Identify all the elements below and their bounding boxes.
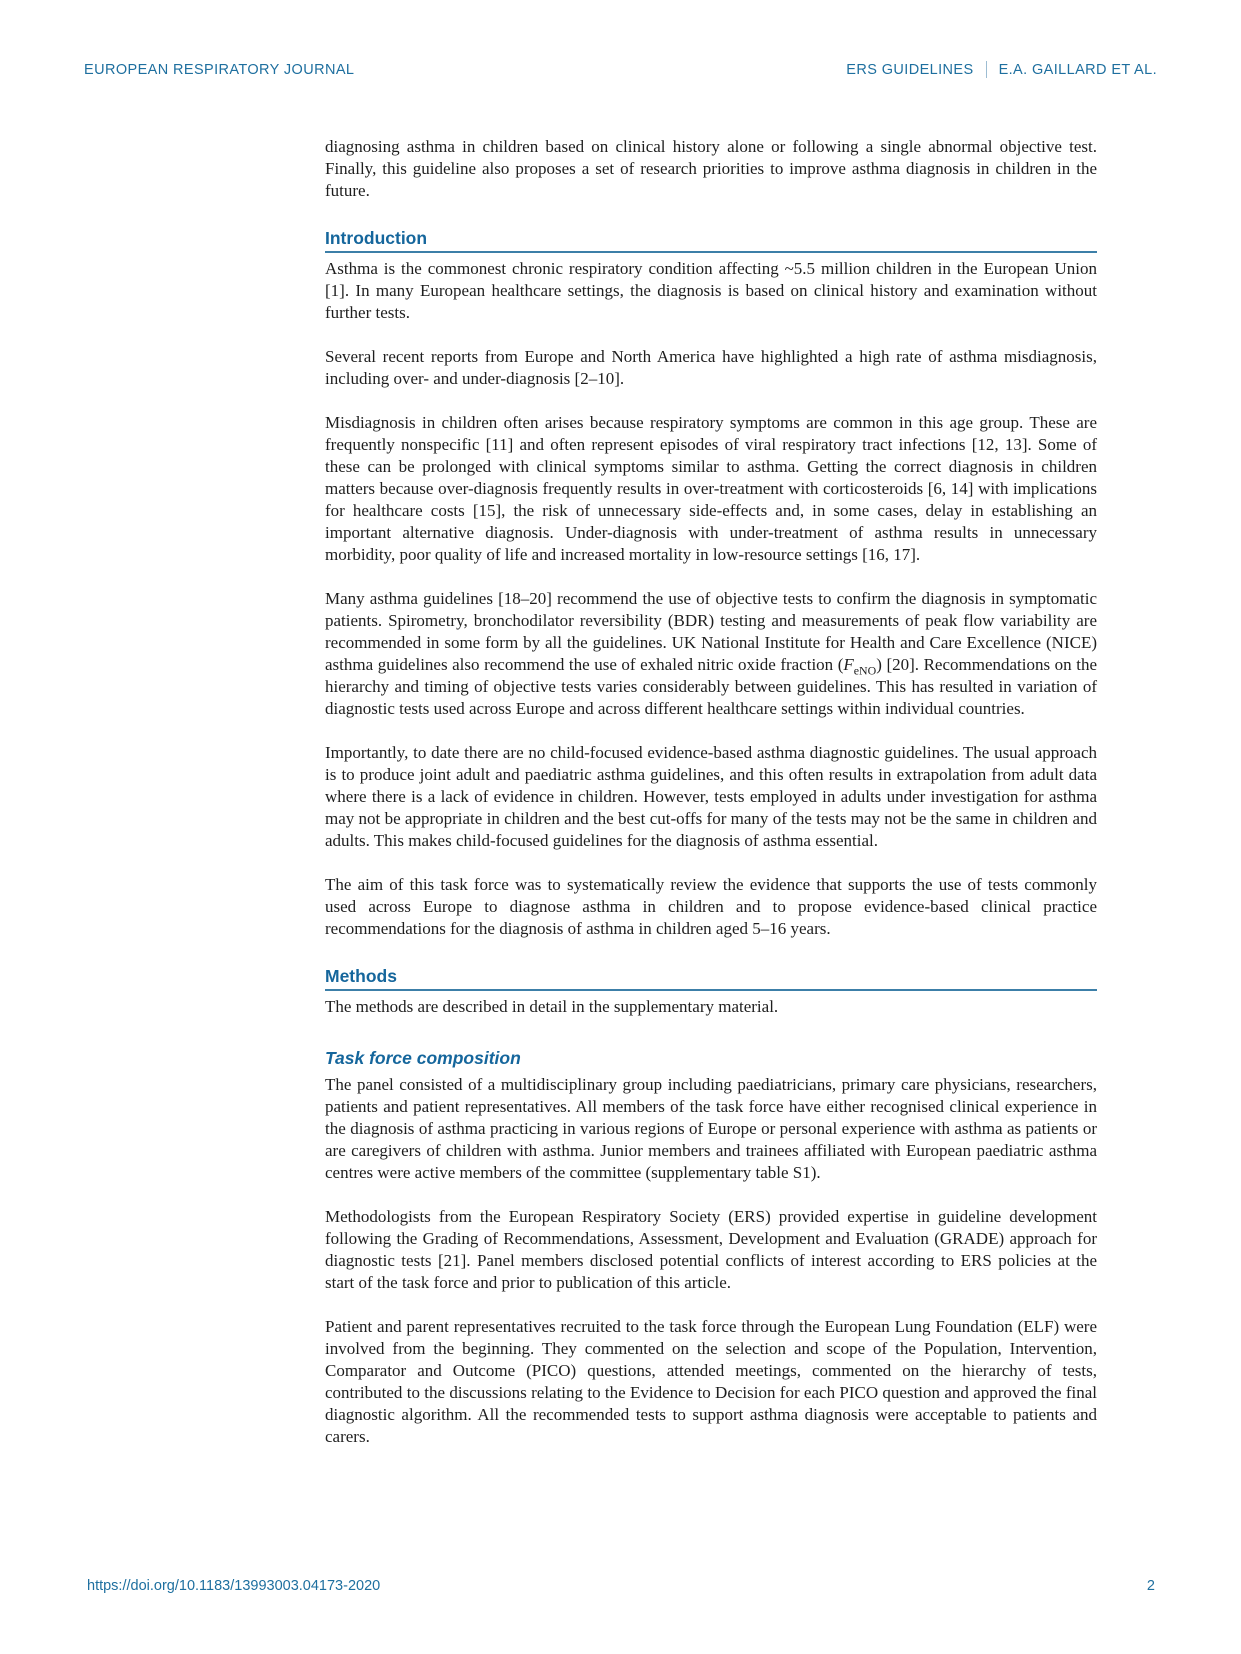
feno-symbol: F [843,655,854,674]
section-heading-introduction: Introduction [325,228,1097,253]
task-force-paragraph-1: The panel consisted of a multidisciplinary group including paediatricians, primary care physicians, researchers, patients and patient representatives. All members of the task force have either recognised clinical experience in the diagnosis of asthma practicing in various regions of Europe or personal experience with asthma as patients or are caregivers of children with asthma. Junior members and trainees affiliated with European paediatric asthma centres were active members of the committee (supplementary table S1). [325,1075,1097,1182]
intro-paragraph-5: Importantly, to date there are no child-focused evidence-based asthma diagnostic guidelines. The usual approach is to produce joint adult and paediatric asthma guidelines, and this often results in extrapolation from adult data where there is a lack of evidence in children. However, tests employed in adults under investigation for asthma may not be appropriate in children and the best cut-offs for many of the tests may not be the same in children and adults. This makes child-focused guidelines for the diagnosis of asthma essential. [325,743,1097,850]
task-force-paragraph-3: Patient and parent representatives recruited to the task force through the European Lung Foundation (ELF) were involved from the beginning. They commented on the selection and scope of the Population, Intervention, Comparator and Outcome (PICO) questions, attended meetings, commented on the hierarchy of tests, contributed to the discussions relating to the Evidence to Decision for each PICO question and approved the final diagnostic algorithm. All the recommended tests to support asthma diagnosis were acceptable to patients and carers. [325,1317,1097,1446]
page-number: 2 [1146,1578,1155,1594]
doi-link[interactable]: https://doi.org/10.1183/13993003.04173-2020 [87,1578,381,1594]
task-force-paragraph-2: Methodologists from the European Respiratory Society (ERS) provided expertise in guideline development following the Grading of Recommendations, Assessment, Development and Evaluation (GRADE) approach for diagnostic tests [21]. Panel members disclosed potential conflicts of interest according to ERS policies at the start of the task force and prior to publication of this article. [325,1207,1097,1292]
journal-name: EUROPEAN RESPIRATORY JOURNAL [84,61,355,78]
header-divider [986,61,987,78]
header-section-label: ERS GUIDELINES [846,61,974,78]
intro-paragraph-4-after: ) [20]. Recommendations on the hierarchy and timing of objective tests varies considerably between guidelines. This has resulted in variation of diagnostic tests used across Europe and across different healthcare settings within individual countries. [325,655,1097,718]
intro-paragraph-1: Asthma is the commonest chronic respiratory condition affecting ~5.5 million children in the European Union [1]. In many European healthcare settings, the diagnosis is based on clinical history and examination without further tests. [325,259,1097,322]
header-authors: E.A. GAILLARD ET AL. [998,61,1157,78]
page-header [84,61,1157,78]
article-body [325,136,1097,1470]
page-footer [87,1578,1155,1594]
intro-paragraph-2: Several recent reports from Europe and North America have highlighted a high rate of asthma misdiagnosis, including over- and under-diagnosis [2–10]. [325,347,1097,388]
intro-paragraph-4-before: Many asthma guidelines [18–20] recommend the use of objective tests to confirm the diagnosis in symptomatic patients. Spirometry, bronchodilator reversibility (BDR) testing and measurements of peak flow variability are recommended in some form by all the guidelines. UK National Institute for Health and Care Excellence (NICE) asthma guidelines also recommend the use of exhaled nitric oxide fraction ( [325,589,1097,674]
intro-paragraph-4 [325,588,1097,720]
lead-paragraph: diagnosing asthma in children based on clinical history alone or following a single abnormal objective test. Finally, this guideline also proposes a set of research priorities to improve asthma diagnosis in children in the future. [325,137,1097,200]
header-right [846,61,1157,78]
intro-paragraph-3: Misdiagnosis in children often arises because respiratory symptoms are common in this age group. These are frequently nonspecific [11] and often represent episodes of viral respiratory tract infections [12, 13]. Some of these can be prolonged with clinical symptoms similar to asthma. Getting the correct diagnosis in children matters because over-diagnosis frequently results in over-treatment with corticosteroids [6, 14] with implications for healthcare costs [15], the risk of unnecessary side-effects and, in some cases, delay in establishing an important alternative diagnosis. Under-diagnosis with under-treatment of asthma results in unnecessary morbidity, poor quality of life and increased mortality in low-resource settings [16, 17]. [325,413,1097,564]
feno-subscript: eNO [853,663,877,678]
section-heading-methods: Methods [325,966,1097,991]
subsection-heading-task-force-composition: Task force composition [325,1048,521,1068]
methods-paragraph-1: The methods are described in detail in the supplementary material. [325,997,779,1016]
intro-paragraph-6: The aim of this task force was to systematically review the evidence that supports the use of tests commonly used across Europe to diagnose asthma in children and to propose evidence-based clinical practice recommendations for the diagnosis of asthma in children aged 5–16 years. [325,875,1097,938]
